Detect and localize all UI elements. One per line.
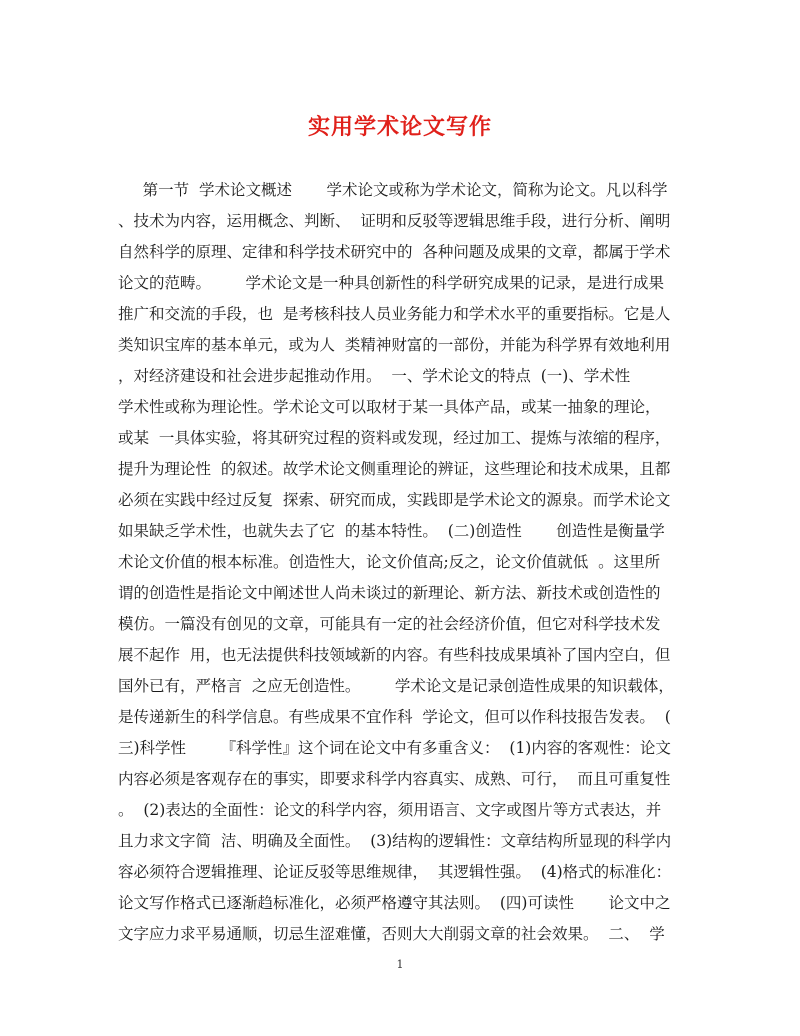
body-line: 第一节 学术论文概述 学术论文或称为学术论文，简称为论文。凡以科学	[118, 181, 668, 199]
body-line: 术论文价值的根本标准。创造性大，论文价值高;反之，论文价值就低 。这里所	[118, 553, 661, 571]
body-line: 。 (2)表达的全面性：论文的科学内容，须用语言、文字或图片等方式表达，并	[118, 801, 662, 819]
body-line: 谓的创造性是指论文中阐述世人尚未谈过的新理论、新方法、新技术或创造性的	[118, 584, 661, 602]
body-line: 提升为理论性 的叙述。故学术论文侧重理论的辨证，这些理论和技术成果，且都	[118, 460, 671, 478]
body-line: 如果缺乏学术性，也就失去了它 的基本特性。 (二)创造性 创造性是衡量学	[118, 522, 665, 540]
body-line: 或某 一具体实验，将其研究过程的资料或发现，经过加工、提炼与浓缩的程序，	[118, 429, 671, 447]
body-line: 学术性或称为理论性。学术论文可以取材于某一具体产品，或某一抽象的理论，	[118, 398, 661, 416]
body-line: 自然科学的原理、定律和科学技术研究中的 各种问题及成果的文章，都属于学术	[118, 243, 671, 261]
body-line: 推广和交流的手段，也 是考核科技人员业务能力和学术水平的重要指标。它是人	[118, 305, 671, 323]
body-line: 文字应力求平易通顺，切忌生涩难懂，否则大大削弱文章的社会效果。 二、 学	[118, 925, 665, 943]
page-number: 1	[396, 958, 404, 971]
body-line: 且力求文字简 洁、明确及全面性。 (3)结构的逻辑性：文章结构所显现的科学内	[118, 832, 672, 850]
document-title: 实用学术论文写作	[307, 114, 492, 140]
body-line: 、技术为内容，运用概念、判断、 证明和反驳等逻辑思维手段，进行分析、阐明	[118, 212, 671, 230]
body-line: 内容必须是客观存在的事实，即要求科学内容真实、成熟、可行， 而且可重复性	[118, 770, 671, 788]
body-line: 展不起作 用，也无法提供科技领域新的内容。有些科技成果填补了国内空白，但	[118, 646, 671, 664]
body-line: 论文写作格式已逐渐趋标准化，必须严格遵守其法则。 (四)可读性 论文中之	[118, 894, 671, 912]
body-line: 论文的范畴。 学术论文是一种具创新性的科学研究成果的记录，是进行成果	[118, 274, 664, 292]
body-line: 是传递新生的科学信息。有些成果不宜作科 学论文，但可以作科技报告发表。 (	[118, 708, 671, 726]
body-line: 国外已有，严格言 之应无创造性。 学术论文是记录创造性成果的知识载体，	[118, 677, 674, 695]
body-line: 必须在实践中经过反复 探索、研究而成，实践即是学术论文的源泉。而学术论文	[118, 491, 671, 509]
body-line: 类知识宝库的基本单元，或为人 类精神财富的一部份，并能为科学界有效地利用	[118, 336, 671, 354]
body-line: ，对经济建设和社会进步起推动作用。 一、学术论文的特点 (一)、学术性	[118, 367, 631, 385]
body-line: 容必须符合逻辑推理、论证反驳等思维规律， 其逻辑性强。 (4)格式的标准化：	[118, 863, 672, 881]
body-line: 模仿。一篇没有创见的文章，可能具有一定的社会经济价值，但它对科学技术发	[118, 615, 661, 633]
body-line: 三)科学性 『科学性』这个词在论文中有多重含义： (1)内容的客观性：论文	[118, 739, 671, 757]
body-text	[118, 175, 684, 950]
